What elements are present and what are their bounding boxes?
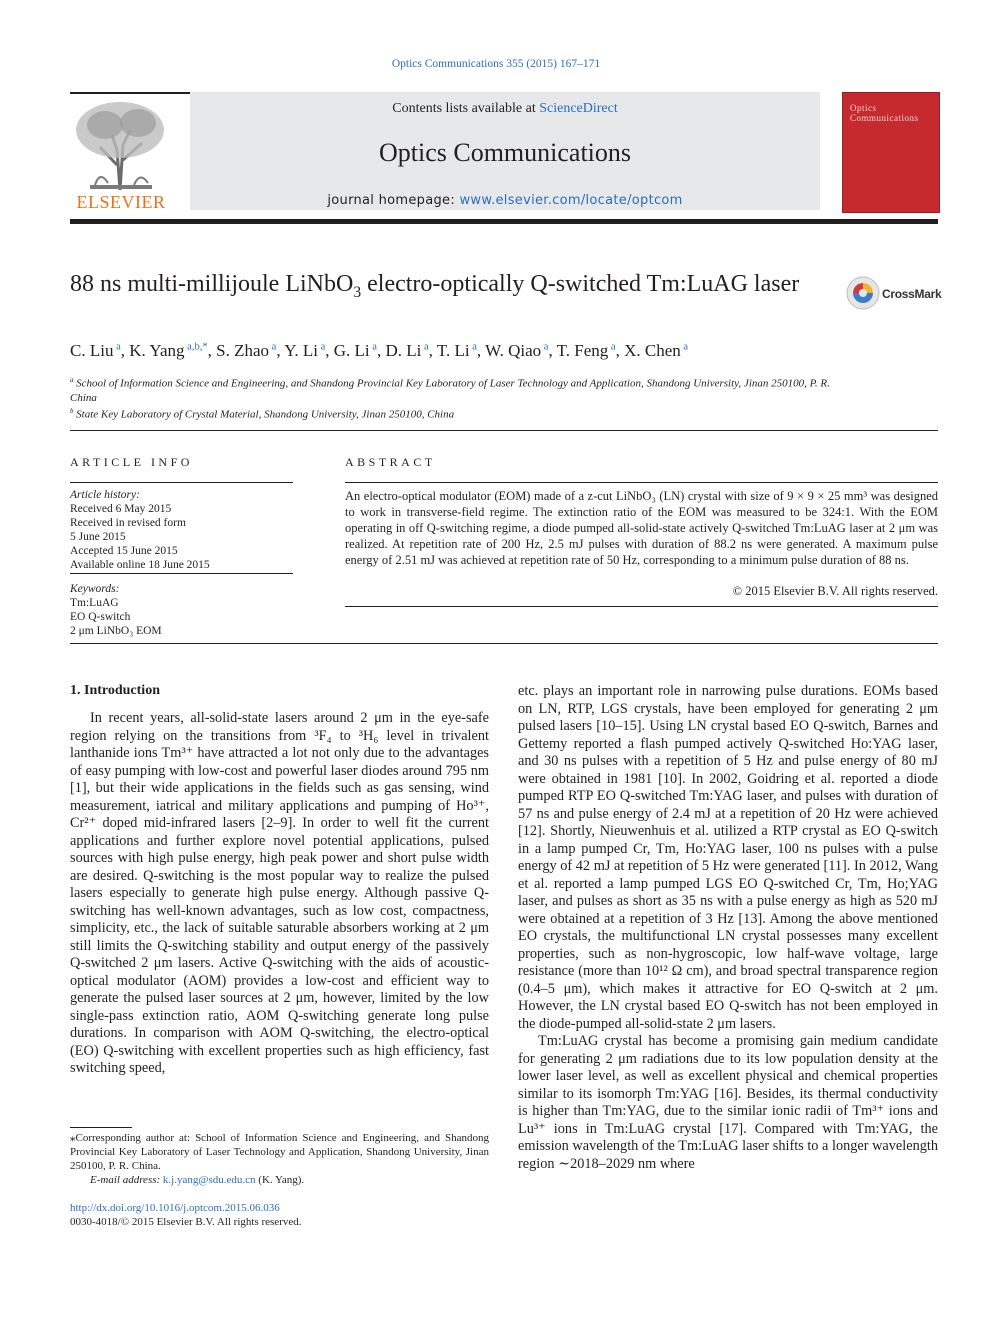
affiliation-text: State Key Laboratory of Crystal Material, Shandong University, Jinan 250100, China	[76, 408, 455, 421]
author-affiliation-mark[interactable]: a,b,*	[184, 341, 208, 353]
body-paragraph: Tm:LuAG crystal has become a promising gain medium candidate for generating 2 μm radiations due to its low population density at the lower laser level, as well as excellent physical and chemical properties similar to its isomorph Tm:YAG [16]. Besides, its thermal conductivity is higher than Tm:YAG, due to the similar ionic radii of Tm³⁺ ions and Lu³⁺ ions in Tm:LuAG crystal [17]. Compared with Tm:YAG, the emission wavelength of the Tm:LuAG laser shifts to a longer wavelength region ∼2018–2029 nm where	[518, 1033, 938, 1172]
article-info-heading: ARTICLE INFO	[70, 455, 193, 469]
crossmark-label: CrossMark	[882, 287, 942, 301]
affiliation-text: School of Information Science and Engineering, and Shandong Provincial Key Laboratory of Laser Technology and Application, Shandong University, Jinan 250100, P. R. China	[70, 377, 830, 404]
author-separator: ,	[376, 341, 386, 360]
author[interactable]	[437, 341, 477, 360]
cover-title-line2: Communications	[850, 113, 919, 123]
history-line: Received in revised form	[70, 517, 186, 529]
author[interactable]	[334, 341, 377, 360]
affiliation-mark: b	[70, 407, 74, 415]
author-name: G. Li	[333, 341, 370, 360]
affiliation-b	[70, 405, 850, 422]
author[interactable]	[485, 341, 548, 360]
body-column-right	[518, 683, 938, 1173]
author-list	[70, 341, 940, 361]
keywords-label: Keywords:	[70, 583, 120, 595]
author-separator: ,	[207, 341, 217, 360]
author-name: X. Chen	[624, 341, 681, 360]
abstract-copyright: © 2015 Elsevier B.V. All rights reserved.	[732, 584, 938, 598]
abstract-text: An electro-optical modulator (EOM) made of a z-cut LiNbO₃ (LN) crystal with size of 9 × 9 × 25 mm³ was designed to work in transverse-field regime. The extinction ratio of the EOM was measured to be 324:1. With the EOM operating in off Q-switching regime, a diode pumped all-solid-state actively Q-switched Tm:LuAG laser at 2 μm was realized. At repetition rate of 200 Hz, 2.5 mJ pulses with duration of 88.2 ns were generated. A maximum pulse energy of 2.51 mJ was achieved at repetition rate of 50 Hz, corresponding to a minimum pulse duration of 88 ns.	[345, 489, 938, 567]
author-affiliation-mark[interactable]: a	[680, 341, 689, 353]
author[interactable]	[385, 341, 428, 360]
author-name: K. Yang	[129, 341, 185, 360]
author-name: S. Zhao	[216, 341, 270, 360]
author-affiliation-mark[interactable]: a	[369, 341, 377, 353]
journal-title: Optics Communications	[378, 138, 632, 167]
body-paragraph: In recent years, all-solid-state lasers around 2 μm in the eye-safe region relying on the transitions from ³F₄ to ³H₆ level in trivalent lanthanide ions Tm³⁺ have attracted a lot not only due to the advantages of easy pumping with low-cost and powerful laser diodes around 795 nm [1], but their wide applications in the fields such as gas sensing, wind measurement, iatrical and military applications and pumping of Ho³⁺, Cr²⁺ doped mid-infrared lasers [2–9]. In order to well fit the current applications and further explore novel potential applications, pulsed sources with high pulse energy, high peak power and short pulse width are desired. Q-switching is the most popular way to realize the pulsed lasers especially to generate high pulse energy. Although passive Q-switching has well-known advantages, such as low cost, compactness, simplicity, etc., the lack of suitable saturable absorbers working at 2 μm still limits the Q-switching stability and output energy of the passively Q-switched 2 μm lasers. Active Q-switching with the aids of acoustic-optical modulator (AOM) provides a low-cost and efficient way to generate the pulsed laser sources at 2 μm, however, limited by the low single-pass extinction ratio, AOM Q-switching generate long pulse durations. In comparison with AOM Q-switching, the electro-optical (EO) Q-switching with excellent properties such as high efficiency, fast switching speed,	[70, 710, 489, 1076]
author-affiliation-mark[interactable]: a	[421, 341, 429, 353]
homepage-line	[190, 193, 820, 208]
author-separator: ,	[120, 341, 130, 360]
sciencedirect-link[interactable]: ScienceDirect	[539, 101, 618, 116]
email-suffix: (K. Yang).	[255, 1174, 305, 1186]
body-paragraph: etc. plays an important role in narrowing pulse durations. EOMs based on LN, RTP, LGS crystals, have been employed for generating 2 μm pulsed lasers [10–15]. Using LN crystal based EO Q-switch, Barnes and Gettemy reported a flash pumped actively Q-switched Ho:YAG laser, and 30 ns pulses with a repetition of 5 Hz and pulse energy of 80 mJ were obtained in 1981 [10]. In 2002, Goidring et al. reported a diode pumped RTP EO Q-switched Tm:YAG laser, and pulses with duration of 57 ns and pulse energy of 2.4 mJ at a repetition of 20 Hz were achieved [12]. Shortly, Nieuwenhuis et al. utilized a RTP crystal as EO Q-switch in a lamp pumped Cr, Tm, Ho:YAG laser, 100 ns pulses with a pulse energy of 42 mJ at repetition of 5 Hz were generated [11]. In 2012, Wang et al. reported a lamp pumped LGS EO Q-switched Cr, Tm, Ho;YAG laser, and pulses as short as 35 ns with a pulse energy as high as 520 mJ were obtained at a repetition of 3 Hz [13]. Among the above mentioned EO crystals, the multifunctional LN crystal possesses many excellent properties, such as non-hygroscopic, low half-wave voltage, large resistance (more than 10¹² Ω cm), and broad spectral transparence region (0.4–5 μm), which makes it attractive for EO Q-switch at 2 μm. However, the LN crystal based EO Q-switch has not been employed in the diode-pumped all-solid-state 2 μm lasers.	[518, 683, 938, 1032]
homepage-prefix: journal homepage:	[327, 193, 460, 208]
author-name: T. Li	[436, 341, 470, 360]
author-affiliation-mark[interactable]: a	[469, 341, 477, 353]
author-separator: ,	[548, 341, 557, 360]
front-matter-rule	[70, 643, 938, 644]
doi-link[interactable]: http://dx.doi.org/10.1016/j.optcom.2015.06.036	[70, 1202, 280, 1214]
history-line: Received 6 May 2015	[70, 503, 172, 515]
author-separator: ,	[476, 341, 486, 360]
email-label: E-mail address:	[90, 1174, 163, 1186]
keyword: Tm:LuAG	[70, 597, 119, 609]
issn-copyright: 0030-4018/© 2015 Elsevier B.V. All rights reserved.	[70, 1216, 302, 1228]
author-name: C. Liu	[70, 341, 114, 360]
cover-title	[850, 103, 936, 123]
history-label: Article history:	[70, 489, 140, 501]
header-rule	[70, 430, 938, 431]
affiliation-a	[70, 374, 850, 405]
author[interactable]	[624, 341, 688, 360]
email-link[interactable]: k.j.yang@sdu.edu.cn	[162, 1174, 256, 1186]
article-history	[70, 488, 293, 572]
history-line: 5 June 2015	[70, 531, 126, 543]
author-affiliation-mark[interactable]: a	[541, 341, 549, 353]
abstract-rule	[345, 482, 938, 483]
keyword: 2 μm LiNbO₃ EOM	[70, 625, 162, 637]
author-affiliation-mark[interactable]: a	[113, 341, 121, 353]
author[interactable]	[70, 341, 121, 360]
author-separator: ,	[276, 341, 285, 360]
keywords-rule	[70, 573, 293, 574]
masthead-bottom-rule	[70, 219, 938, 224]
author-name: W. Qiao	[485, 341, 542, 360]
journal-citation[interactable]: Optics Communications 355 (2015) 167–171	[391, 58, 601, 70]
author-affiliation-mark[interactable]: a	[269, 341, 277, 353]
section-heading-introduction: 1. Introduction	[70, 683, 160, 698]
author[interactable]	[216, 341, 276, 360]
author-name: Y. Li	[284, 341, 318, 360]
keyword: EO Q-switch	[70, 611, 131, 623]
body-column-left	[70, 710, 489, 1078]
title-part2: electro-optically Q-switched Tm:LuAG laser	[361, 271, 800, 297]
elsevier-wordmark: ELSEVIER	[76, 192, 166, 212]
affiliation-mark: a	[70, 377, 74, 384]
article-info-rule	[70, 482, 293, 483]
email-line	[90, 1174, 304, 1186]
author-affiliation-mark[interactable]: a	[317, 341, 326, 353]
author[interactable]	[284, 341, 325, 360]
title-subscript: 3	[353, 283, 362, 301]
affiliations	[70, 374, 850, 421]
article-title	[70, 270, 830, 307]
history-line: Accepted 15 June 2015	[70, 545, 178, 557]
author-separator: ,	[428, 341, 437, 360]
author-separator: ,	[615, 341, 625, 360]
abstract-bottom-rule	[345, 606, 938, 607]
contents-line	[190, 101, 820, 117]
keywords	[70, 582, 293, 638]
author[interactable]	[557, 341, 616, 360]
footnote-rule	[70, 1127, 132, 1128]
contents-prefix: Contents lists available at	[392, 101, 540, 116]
abstract-heading: ABSTRACT	[345, 455, 436, 469]
history-line: Available online 18 June 2015	[70, 559, 210, 571]
title-part1: 88 ns multi-millijoule LiNbO	[70, 271, 354, 297]
cover-title-line1: Optics	[850, 103, 877, 113]
author-separator: ,	[325, 341, 334, 360]
author-name: D. Li	[385, 341, 422, 360]
author-affiliation-mark[interactable]: a	[608, 341, 616, 353]
author-name: T. Feng	[556, 341, 609, 360]
corresponding-author-footnote: ⁎Corresponding author at: School of Information Science and Engineering, and Shandong Provincial Key Laboratory of Laser Technology and Application, Shandong University, Jinan 250100, P. R. China.	[70, 1132, 489, 1172]
author[interactable]	[129, 341, 207, 360]
homepage-link[interactable]: www.elsevier.com/locate/optcom	[459, 193, 683, 208]
